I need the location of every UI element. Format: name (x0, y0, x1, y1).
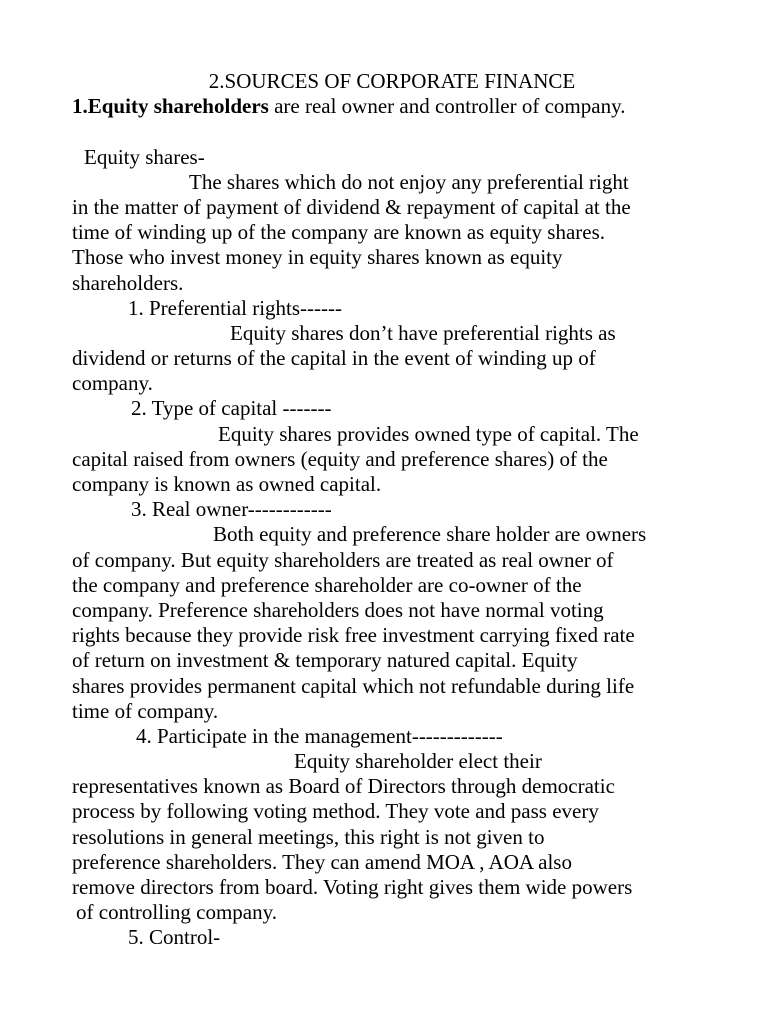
point-line: Equity shareholder elect their (294, 749, 542, 774)
document-page (72, 69, 712, 951)
point-line: of return on investment & temporary natured capital. Equity (72, 648, 578, 673)
point-heading: 1. Preferential rights------ (128, 295, 342, 320)
intro-bold-term: 1.Equity shareholders (72, 94, 269, 119)
point-line: rights because they provide risk free investment carrying fixed rate (72, 623, 635, 648)
definition-line: Those who invest money in equity shares known as equity (72, 245, 563, 270)
point-line: Equity shares don’t have preferential rights as (230, 320, 616, 345)
point-line: time of company. (72, 698, 219, 723)
intro-text: are real owner and controller of company. (268, 94, 626, 119)
point-line: capital raised from owners (equity and preference shares) of the (72, 446, 608, 471)
point-heading: 4. Participate in the management------------- (136, 723, 503, 748)
point-line: company is known as owned capital. (72, 472, 382, 496)
section-heading: Equity shares- (84, 144, 205, 169)
point-line: representatives known as Board of Directors through democratic (72, 774, 615, 799)
definition-line: time of winding up of the company are known as equity shares. (72, 220, 606, 245)
point-line: resolutions in general meetings, this right is not given to (72, 824, 545, 849)
point-line: the company and preference shareholder are co-owner of the (72, 572, 582, 597)
intro-paragraph (72, 94, 712, 119)
point-line: Equity shares provides owned type of capital. The (218, 421, 639, 446)
document-title: 2.SOURCES OF CORPORATE FINANCE (208, 69, 576, 93)
point-line: of controlling company. (76, 900, 278, 925)
point-line: remove directors from board. Voting right gives them wide powers (72, 875, 633, 899)
point-line: preference shareholders. They can amend MOA , AOA also (72, 849, 572, 874)
point-line: company. Preference shareholders does not have normal voting (72, 597, 604, 622)
point-heading: 2. Type of capital ------- (131, 396, 332, 421)
point-line: dividend or returns of the capital in the event of winding up of (72, 346, 596, 371)
point-line: company. (72, 371, 153, 396)
definition-line: The shares which do not enjoy any preferential right (189, 169, 629, 194)
point-line: process by following voting method. They vote and pass every (72, 799, 599, 824)
definition-line: shareholders. (72, 270, 184, 295)
point-heading: 5. Control- (128, 925, 221, 950)
point-heading: 3. Real owner------------ (131, 497, 332, 522)
point-line: shares provides permanent capital which not refundable during life (72, 673, 635, 698)
point-line: Both equity and preference share holder are owners (213, 522, 647, 547)
blank-line (72, 119, 712, 144)
point-line: of company. But equity shareholders are treated as real owner of (72, 547, 614, 572)
definition-line: in the matter of payment of dividend & repayment of capital at the (72, 194, 631, 219)
